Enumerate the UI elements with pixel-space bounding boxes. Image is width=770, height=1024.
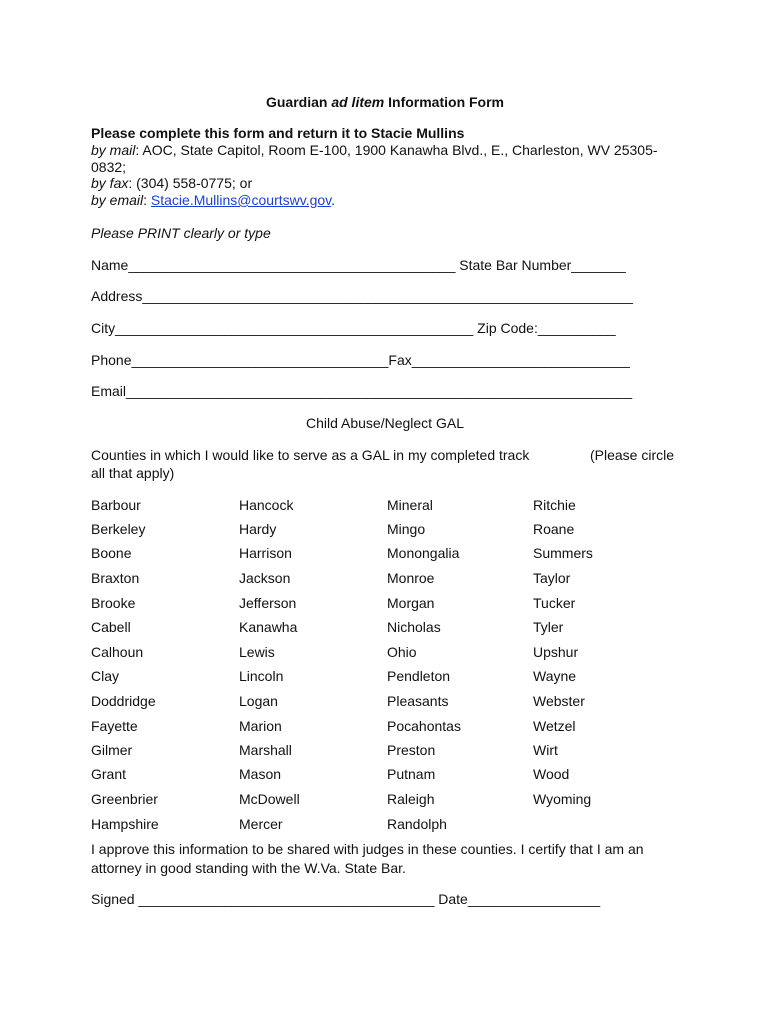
county-option[interactable]: Greenbrier [91, 791, 158, 807]
county-option[interactable]: Hampshire [91, 816, 159, 832]
county-option[interactable]: Cabell [91, 619, 131, 635]
county-option[interactable]: Wirt [533, 742, 558, 758]
county-option[interactable]: Marion [239, 718, 282, 734]
county-option[interactable]: Taylor [533, 570, 571, 586]
county-option[interactable]: Harrison [239, 545, 292, 561]
county-option[interactable]: Wood [533, 766, 570, 782]
county-option[interactable]: Morgan [387, 595, 435, 611]
county-option[interactable]: Raleigh [387, 791, 435, 807]
mail-text: : AOC, State Capitol, Room E-100, 1900 Kanawha Blvd., E., Charleston, WV 25305- [135, 142, 658, 158]
county-option[interactable]: Kanawha [239, 619, 298, 635]
title-italic-part: ad litem [331, 94, 385, 110]
mail-label: by mail [91, 142, 136, 158]
county-option[interactable]: Mingo [387, 521, 426, 537]
county-option[interactable]: Putnam [387, 766, 436, 782]
county-option[interactable]: Gilmer [91, 742, 133, 758]
county-option[interactable]: Wetzel [533, 718, 576, 734]
county-option[interactable]: Doddridge [91, 693, 156, 709]
county-option[interactable]: Webster [533, 693, 585, 709]
county-option[interactable]: McDowell [239, 791, 300, 807]
name-field[interactable]: Name__________________________________________ State Bar Number_______ [91, 257, 626, 273]
instructions-heading: Please complete this form and return it to Stacie Mullins [91, 125, 465, 141]
county-option[interactable]: Upshur [533, 644, 579, 660]
email-field[interactable]: Email_________________________________________________________________ [91, 383, 633, 399]
county-option[interactable]: Logan [239, 693, 278, 709]
county-option[interactable]: Braxton [91, 570, 140, 586]
email-separator: : [143, 192, 151, 208]
certification-line-2: attorney in good standing with the W.Va. State Bar. [91, 860, 406, 876]
county-option[interactable]: Tyler [533, 619, 564, 635]
fax-text: : (304) 558-0775; or [128, 175, 253, 191]
county-option[interactable]: Preston [387, 742, 436, 758]
county-option[interactable]: Boone [91, 545, 132, 561]
county-option[interactable]: Monroe [387, 570, 435, 586]
county-option[interactable]: Lincoln [239, 668, 284, 684]
city-field[interactable]: City______________________________________________ Zip Code:__________ [91, 320, 616, 336]
county-option[interactable]: Jefferson [239, 595, 297, 611]
county-option[interactable]: Wayne [533, 668, 577, 684]
email-end: . [331, 192, 336, 208]
email-link[interactable]: Stacie.Mullins@courtswv.gov [150, 192, 332, 208]
county-option[interactable]: Hancock [239, 497, 294, 513]
counties-intro: Counties in which I would like to serve as a GAL in my completed track [91, 447, 530, 463]
email-label: by email [91, 192, 144, 208]
email-instruction [91, 192, 335, 208]
county-option[interactable]: Ritchie [533, 497, 576, 513]
print-note: Please PRINT clearly or type [91, 225, 271, 241]
title-part-3: Information Form [384, 94, 505, 110]
county-option[interactable]: Pleasants [387, 693, 449, 709]
county-option[interactable]: Nicholas [387, 619, 441, 635]
county-option[interactable]: Calhoun [91, 644, 144, 660]
county-option[interactable]: Randolph [387, 816, 447, 832]
county-option[interactable]: Fayette [91, 718, 138, 734]
county-option[interactable]: Mineral [387, 497, 433, 513]
circle-note: (Please circle [590, 447, 675, 463]
fax-instruction [91, 175, 252, 191]
county-option[interactable]: Monongalia [387, 545, 460, 561]
mail-instruction-cont: 0832; [91, 159, 127, 175]
county-option[interactable]: Tucker [533, 595, 576, 611]
county-option[interactable]: Lewis [239, 644, 275, 660]
certification-line-1: I approve this information to be shared with judges in these counties. I certify that I am an [91, 841, 644, 857]
county-option[interactable]: Mason [239, 766, 282, 782]
counties-intro-cont: all that apply) [91, 465, 175, 481]
county-option[interactable]: Grant [91, 766, 127, 782]
section-title: Child Abuse/Neglect GAL [306, 415, 464, 431]
county-option[interactable]: Mercer [239, 816, 283, 832]
county-option[interactable]: Brooke [91, 595, 136, 611]
county-option[interactable]: Barbour [91, 497, 141, 513]
county-option[interactable]: Summers [533, 545, 593, 561]
county-option[interactable]: Roane [533, 521, 575, 537]
signature-date-line[interactable]: Signed ______________________________________ Date_________________ [91, 891, 601, 907]
form-title [0, 94, 770, 110]
fax-label: by fax [91, 175, 129, 191]
county-option[interactable]: Wyoming [533, 791, 592, 807]
county-option[interactable]: Ohio [387, 644, 417, 660]
mail-instruction [91, 142, 658, 158]
title-part-1: Guardian [265, 94, 332, 110]
address-field[interactable]: Address_______________________________________________________________ [91, 288, 633, 304]
county-option[interactable]: Clay [91, 668, 120, 684]
phone-fax-field[interactable]: Phone_________________________________Fax____________________________ [91, 352, 630, 368]
county-option[interactable]: Marshall [239, 742, 292, 758]
county-option[interactable]: Berkeley [91, 521, 146, 537]
county-option[interactable]: Pocahontas [387, 718, 461, 734]
county-option[interactable]: Jackson [239, 570, 291, 586]
county-option[interactable]: Hardy [239, 521, 277, 537]
county-option[interactable]: Pendleton [387, 668, 451, 684]
